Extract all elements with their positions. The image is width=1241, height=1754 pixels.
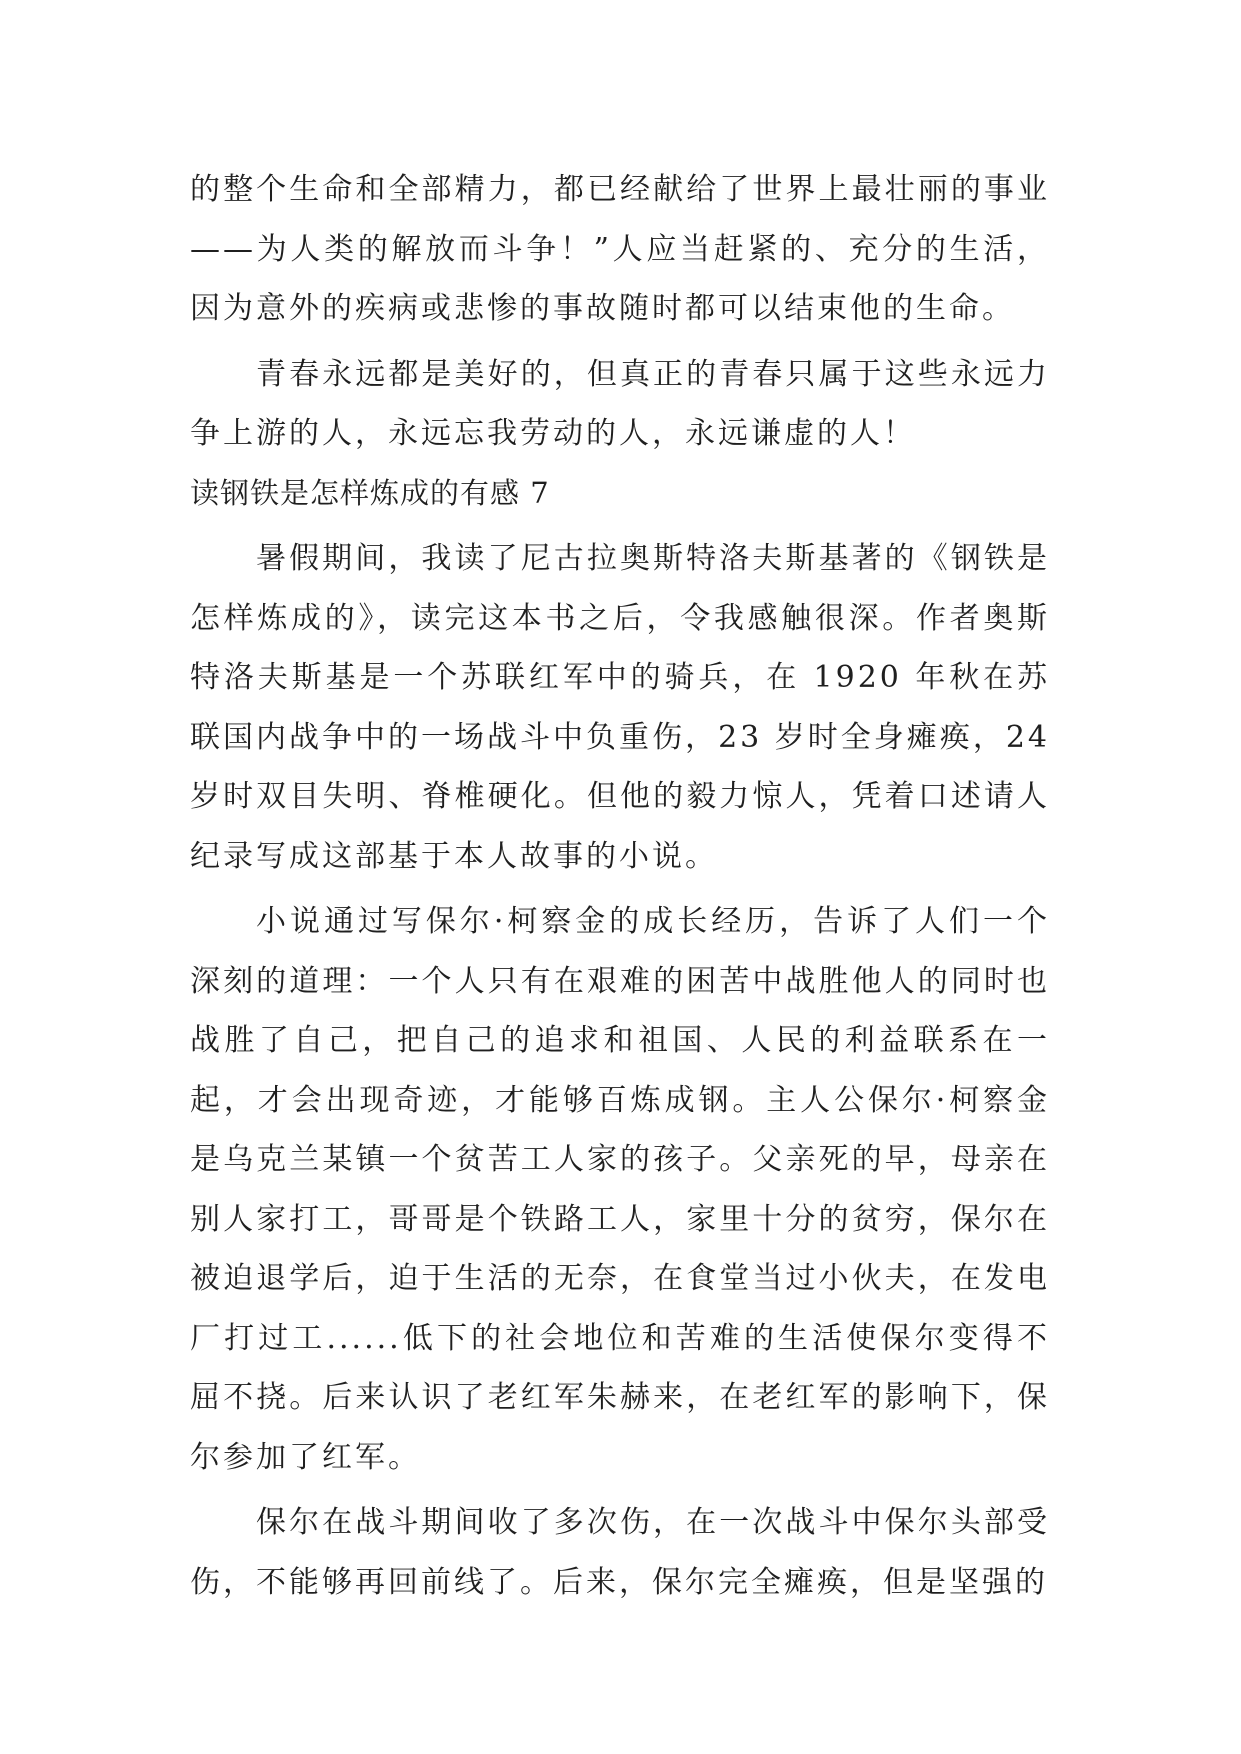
paragraph-continued: 的整个生命和全部精力，都已经献给了世界上最壮丽的事业——为人类的解放而斗争！”人应当赶紧的、充分的生活，因为意外的疾病或悲惨的事故随时都可以结束他的生命。 [190,172,1050,326]
document-body [190,160,1050,1612]
paragraph-battle: 保尔在战斗期间收了多次伤，在一次战斗中保尔头部受伤，不能够再回前线了。后来，保尔完全瘫痪，但是坚强的 [190,1505,1050,1600]
paragraph-story: 小说通过写保尔·柯察金的成长经历，告诉了人们一个深刻的道理：一个人只有在艰难的困苦中战胜他人的同时也战胜了自己，把自己的追求和祖国、人民的利益联系在一起，才会出现奇迹，才能够百炼成钢。主人公保尔·柯察金是乌克兰某镇一个贫苦工人家的孩子。父亲死的早，母亲在别人家打工，哥哥是个铁路工人，家里十分的贫穷，保尔在被迫退学后，迫于生活的无奈，在食堂当过小伙夫，在发电厂打过工......低下的社会地位和苦难的生活使保尔变得不屈不挠。后来认识了老红军朱赫来，在老红军的影响下，保尔参加了红军。 [190,904,1050,1475]
paragraph-youth: 青春永远都是美好的，但真正的青春只属于这些永远力争上游的人，永远忘我劳动的人，永远谦虚的人！ [190,356,1050,451]
section-heading: 读钢铁是怎样炼成的有感 7 [190,475,550,510]
paragraph-intro: 暑假期间，我读了尼古拉奥斯特洛夫斯基著的《钢铁是怎样炼成的》，读完这本书之后，令我感触很深。作者奥斯特洛夫斯基是一个苏联红军中的骑兵，在 1920 年秋在苏联国内战争中的一场战斗中负重伤，23 岁时全身瘫痪，24 岁时双目失明、脊椎硬化。但他的毅力惊人，凭着口述请人纪录写成这部基于本人故事的小说。 [190,541,1050,874]
